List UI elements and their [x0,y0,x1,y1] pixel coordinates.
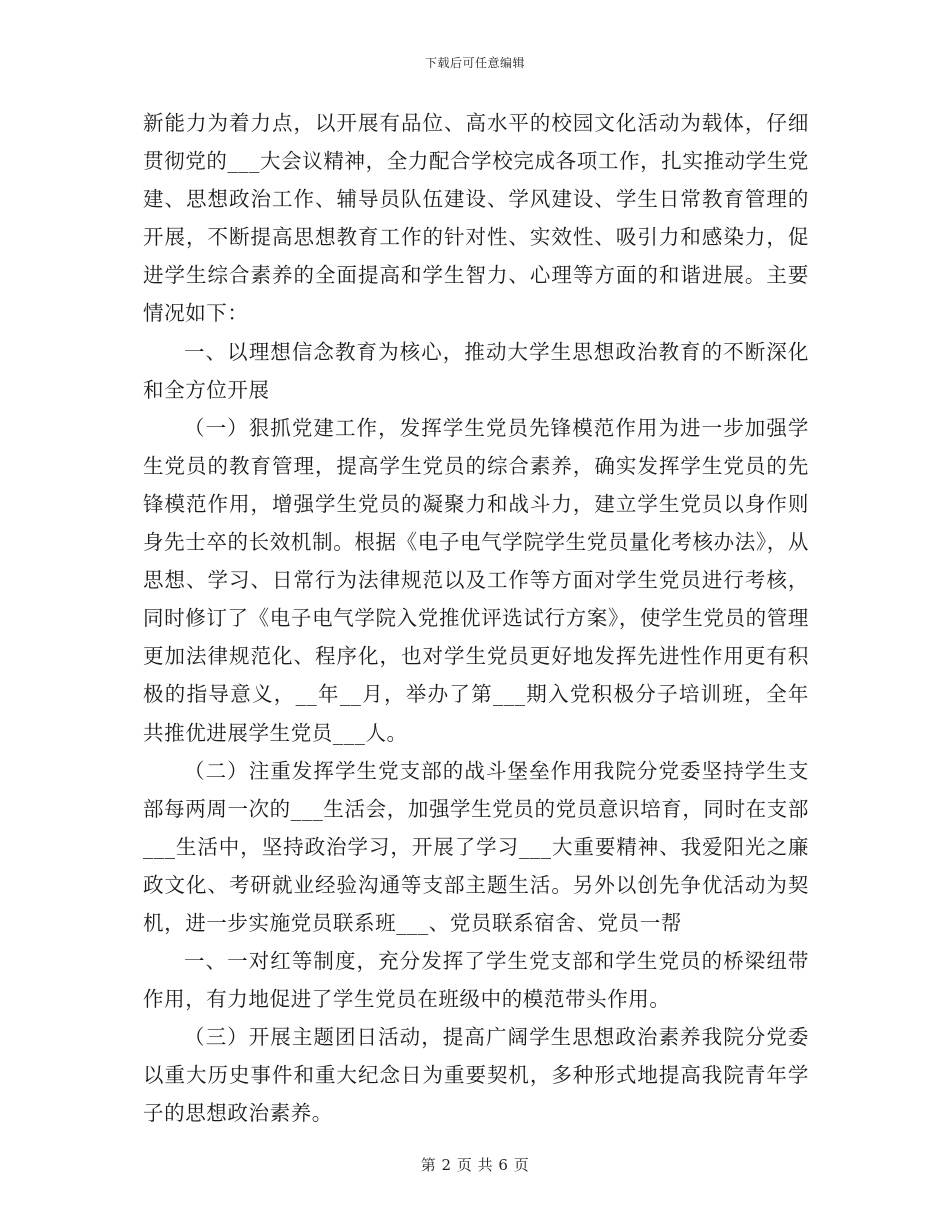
section-heading-1: 一、以理想信念教育为核心，推动大学生思想政治教育的不断深化和全方位开展 [143,339,809,402]
paragraph-party-building: （一）狠抓党建工作，发挥学生党员先锋模范作用为进一步加强学生党员的教育管理，提高学生党员的综合素养，确实发挥学生党员的先锋模范作用，增强学生党员的凝聚力和战斗力，建立学生党员以身作则身先士卒的长效机制。根据《电子电气学院学生党员量化考核办法》，从思想、学习、日常行为法律规范以及工作等方面对学生党员进行考核，同时修订了《电子电气学院入党推优评选试行方案》，使学生党员的管理更加法律规范化、程序化，也对学生党员更好地发挥先进性作用更有积极的指导意义，__年__月，举办了第___期入党积极分子培训班，全年共推优进展学生党员___人。 [143,415,809,745]
paragraph-party-branch: （二）注重发挥学生党支部的战斗堡垒作用我院分党委坚持学生支部每两周一次的___生活会，加强学生党员的党员意识培育，同时在支部___生活中，坚持政治学习，开展了学习___大重要精神、我爱阳光之廉政文化、考研就业经验沟通等支部主题生活。另外以创先争优活动为契机，进一步实施党员联系班___、党员联系宿舍、党员一帮 [143,758,809,935]
paragraph-league-activities: （三）开展主题团日活动，提高广阔学生思想政治素养我院分党委以重大历史事件和重大纪念日为重要契机，多种形式地提高我院青年学子的思想政治素养。 [143,1025,809,1126]
document-body [143,104,809,1133]
paragraph-mentoring-system: 一、一对红等制度，充分发挥了学生党支部和学生党员的桥梁纽带作用，有力地促进了学生党员在班级中的模范带头作用。 [143,949,809,1012]
paragraph-intro: 新能力为着力点，以开展有品位、高水平的校园文化活动为载体，仔细贯彻党的___大会议精神，全力配合学校完成各项工作，扎实推动学生党建、思想政治工作、辅导员队伍建设、学风建设、学生日常教育管理的开展，不断提高思想教育工作的针对性、实效性、吸引力和感染力，促进学生综合素养的全面提高和学生智力、心理等方面的和谐进展。主要情况如下： [143,111,809,326]
page-header: 下载后可任意编辑 [424,56,525,70]
page-number: 第 2 页 共 6 页 [420,1156,530,1174]
